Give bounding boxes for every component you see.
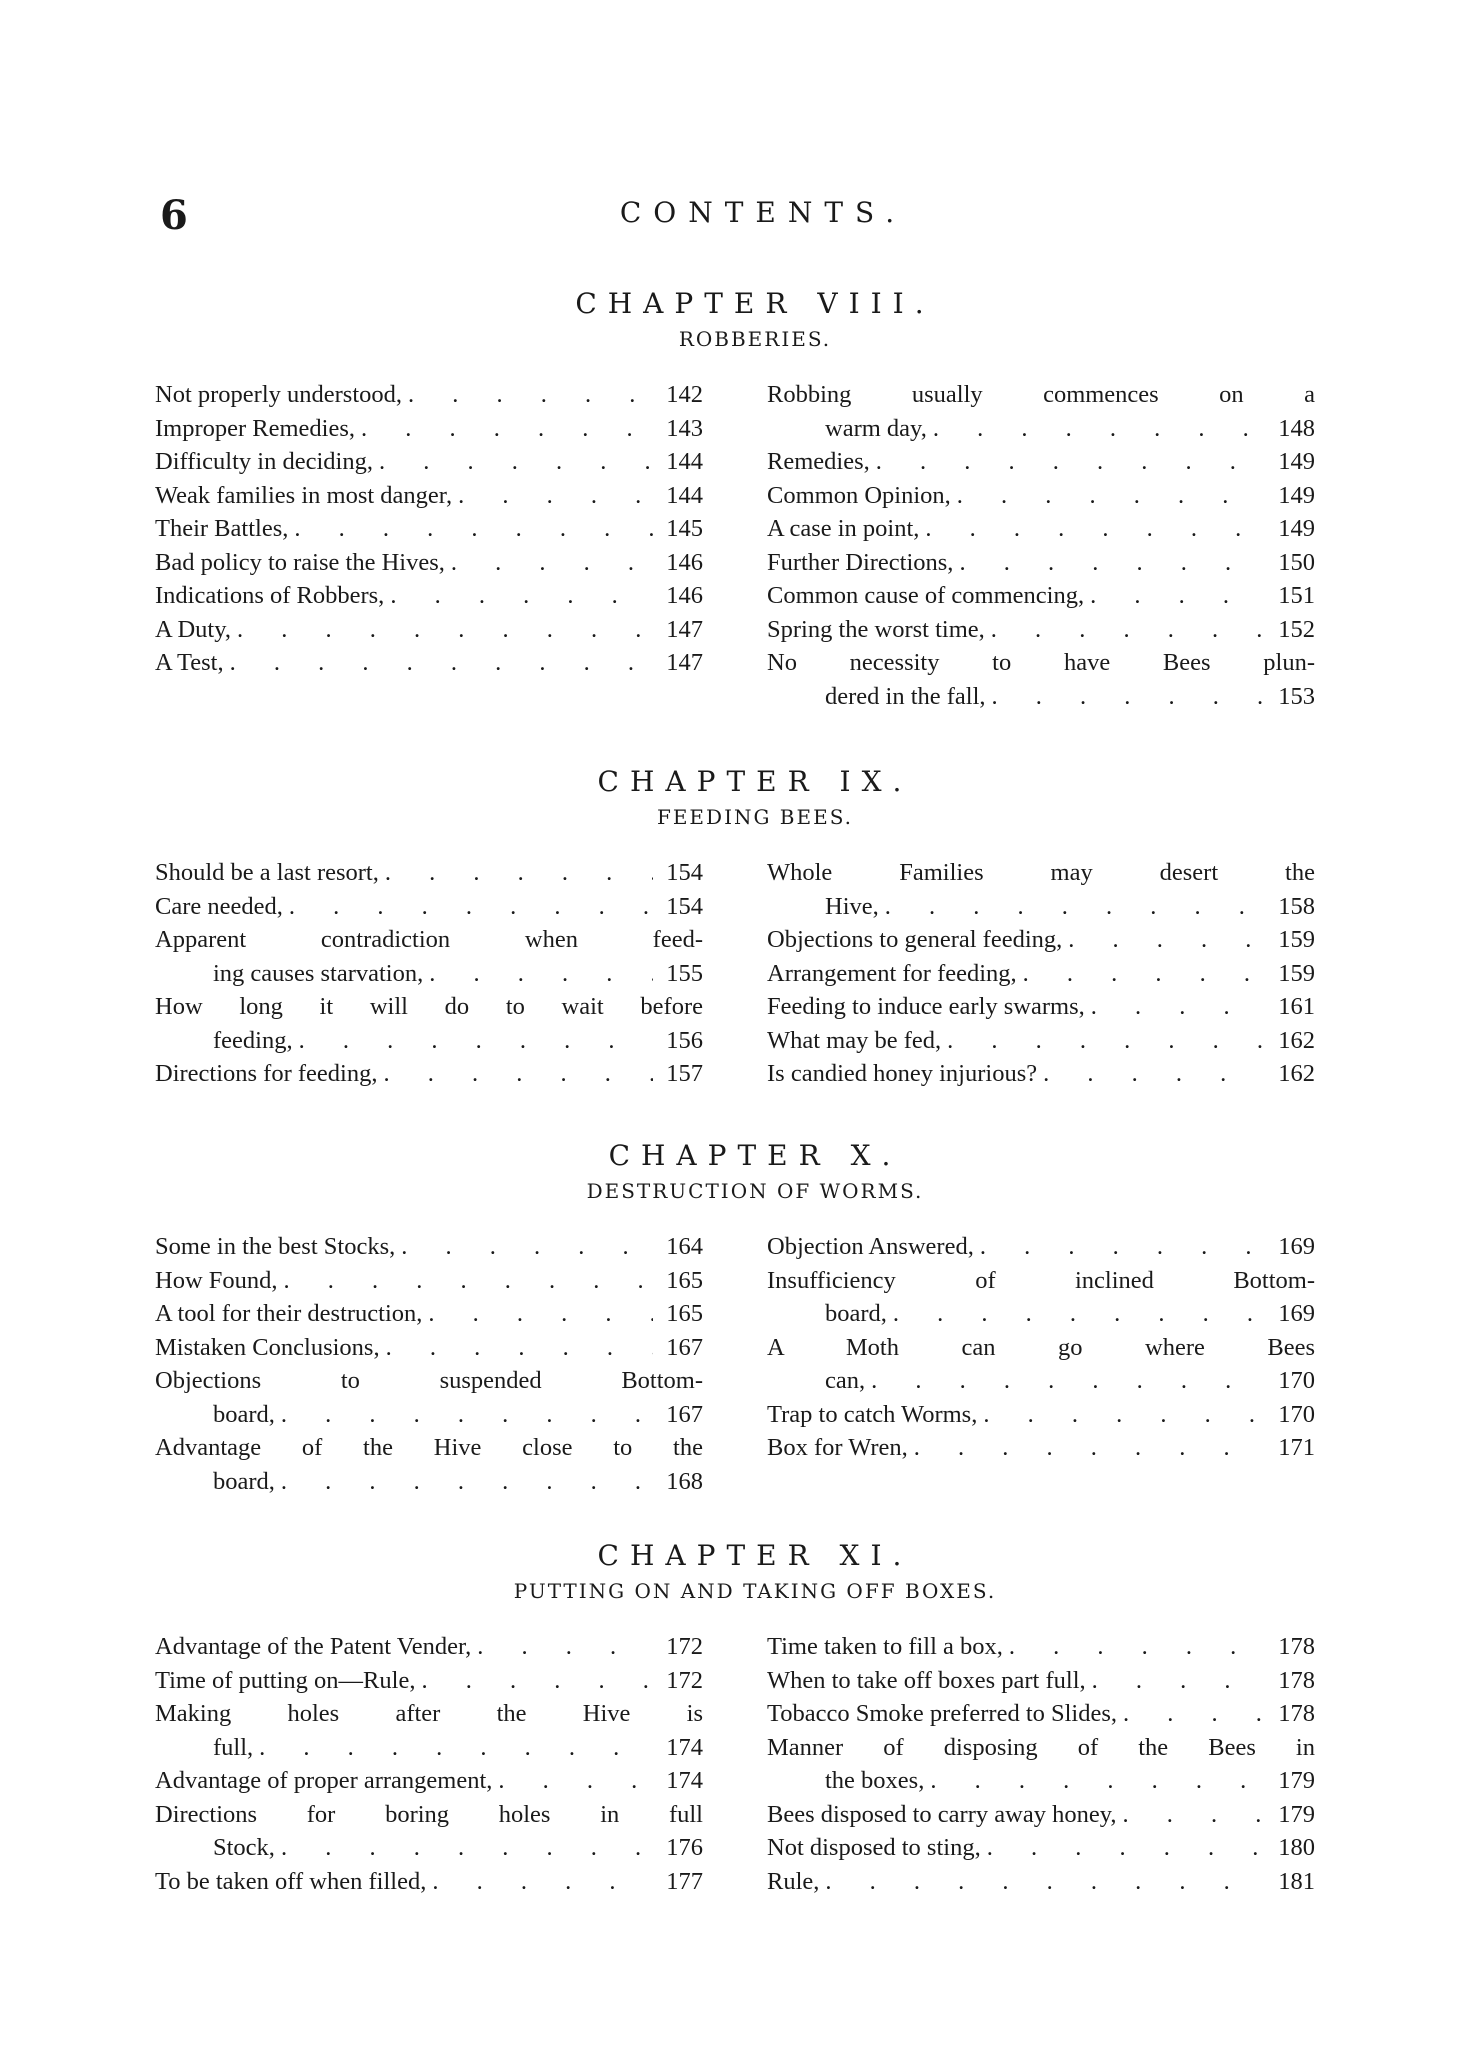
toc-entry bbox=[767, 479, 1315, 513]
toc-entry bbox=[767, 1057, 1315, 1091]
toc-page-number: 179 bbox=[1278, 1767, 1315, 1794]
toc-page-number: 146 bbox=[666, 548, 703, 576]
toc-columns bbox=[155, 1230, 1315, 1498]
toc-entry-text: Advantage of proper arrangement, bbox=[155, 1767, 493, 1794]
toc-entry bbox=[767, 1865, 1315, 1899]
toc-entry bbox=[155, 579, 703, 613]
toc-entry-line1: Making holes after the Hive is bbox=[155, 1700, 703, 1727]
toc-entry-text: Indications of Robbers, bbox=[155, 582, 385, 609]
toc-entry bbox=[767, 923, 1315, 957]
toc-entry bbox=[155, 1264, 703, 1298]
chapter-section bbox=[155, 1536, 1315, 1898]
toc-column-right bbox=[767, 856, 1315, 1091]
toc-entry-text: Arrangement for feeding, bbox=[767, 959, 1017, 987]
toc-column-left bbox=[155, 378, 703, 713]
leader-dots bbox=[876, 445, 1265, 479]
toc-entry bbox=[155, 1697, 703, 1764]
leader-dots bbox=[885, 890, 1265, 924]
toc-entry-text: Objections to general feeding, bbox=[767, 926, 1063, 953]
toc-entry-text: Not disposed to sting, bbox=[767, 1834, 981, 1861]
toc-entry-text: Difficulty in deciding, bbox=[155, 448, 373, 475]
toc-entry-text: Time taken to fill a box, bbox=[767, 1633, 1003, 1660]
toc-entry-text: Objection Answered, bbox=[767, 1233, 974, 1260]
toc-page-number: 165 bbox=[666, 1266, 703, 1294]
toc-entry bbox=[155, 1331, 703, 1365]
toc-page-number: 167 bbox=[666, 1333, 703, 1361]
toc-columns bbox=[155, 378, 1315, 713]
toc-entry bbox=[767, 1431, 1315, 1465]
toc-page-number: 170 bbox=[1278, 1367, 1315, 1394]
toc-entry-text: Trap to catch Worms, bbox=[767, 1400, 978, 1428]
toc-entry bbox=[155, 1057, 703, 1091]
toc-entry-text: A Test, bbox=[155, 649, 224, 676]
toc-entry-line2: warm day, bbox=[825, 414, 927, 442]
leader-dots bbox=[1023, 957, 1265, 991]
chapter-title: CHAPTER IX. bbox=[597, 765, 913, 798]
toc-column-left bbox=[155, 1230, 703, 1498]
leader-dots bbox=[379, 445, 653, 479]
toc-entry-text: Rule, bbox=[767, 1867, 820, 1895]
toc-page-number: 150 bbox=[1278, 548, 1315, 576]
toc-page-number: 178 bbox=[1278, 1666, 1315, 1694]
toc-entry-text: Further Directions, bbox=[767, 548, 954, 576]
toc-entry bbox=[155, 890, 703, 924]
toc-entry-text: Should be a last resort, bbox=[155, 859, 379, 886]
toc-page-number: 154 bbox=[666, 892, 703, 920]
chapter-subtitle: FEEDING BEES. bbox=[656, 805, 854, 829]
leader-dots bbox=[1092, 1664, 1265, 1698]
toc-page-number: 153 bbox=[1278, 682, 1315, 710]
toc-entry-text: How Found, bbox=[155, 1266, 278, 1294]
toc-column-left bbox=[155, 1630, 703, 1898]
leader-dots bbox=[957, 479, 1265, 513]
toc-entry-line1: How long it will do to wait before bbox=[155, 993, 703, 1020]
toc-page-number: 180 bbox=[1278, 1834, 1315, 1861]
toc-entry bbox=[767, 1630, 1315, 1664]
toc-entry-line1: Apparent contradiction when feed- bbox=[155, 926, 703, 953]
toc-columns bbox=[155, 1630, 1315, 1898]
toc-entry bbox=[155, 1297, 703, 1331]
leader-dots bbox=[987, 1831, 1265, 1865]
toc-entry-line2: Hive, bbox=[825, 892, 879, 920]
toc-page-number: 172 bbox=[666, 1666, 703, 1694]
leader-dots bbox=[871, 1364, 1265, 1398]
leader-dots bbox=[401, 1230, 653, 1264]
toc-entry bbox=[155, 646, 703, 680]
leader-dots bbox=[259, 1731, 653, 1765]
leader-dots bbox=[1043, 1057, 1265, 1091]
leader-dots bbox=[432, 1865, 653, 1899]
toc-entry bbox=[155, 923, 703, 990]
toc-page-number: 169 bbox=[1278, 1300, 1315, 1327]
toc-entry-text: Not properly understood, bbox=[155, 381, 402, 408]
leader-dots bbox=[825, 1865, 1265, 1899]
toc-entry-text: Some in the best Stocks, bbox=[155, 1233, 396, 1260]
toc-page-number: 149 bbox=[1278, 515, 1315, 542]
toc-page-number: 161 bbox=[1278, 993, 1315, 1020]
leader-dots bbox=[992, 680, 1265, 714]
toc-entry-text: When to take off boxes part full, bbox=[767, 1666, 1086, 1694]
chapter-title: CHAPTER VIII. bbox=[575, 287, 935, 320]
leader-dots bbox=[385, 856, 653, 890]
toc-page-number: 171 bbox=[1278, 1434, 1315, 1461]
leader-dots bbox=[237, 613, 653, 647]
toc-entry bbox=[155, 546, 703, 580]
toc-entry bbox=[767, 1831, 1315, 1865]
toc-entry bbox=[767, 957, 1315, 991]
chapter-title: CHAPTER XI. bbox=[597, 1539, 913, 1572]
toc-page-number: 159 bbox=[1278, 926, 1315, 953]
toc-page-number: 159 bbox=[1278, 959, 1315, 987]
toc-page-number: 167 bbox=[666, 1400, 703, 1428]
toc-entry bbox=[767, 1331, 1315, 1398]
toc-entry bbox=[155, 613, 703, 647]
toc-page-number: 148 bbox=[1278, 414, 1315, 442]
chapter-title: CHAPTER X. bbox=[608, 1139, 902, 1172]
toc-entry bbox=[155, 445, 703, 479]
toc-page-number: 157 bbox=[666, 1060, 703, 1087]
toc-entry-text: Bees disposed to carry away honey, bbox=[767, 1800, 1117, 1828]
toc-page-number: 177 bbox=[666, 1867, 703, 1895]
toc-entry-text: Time of putting on—Rule, bbox=[155, 1666, 416, 1694]
toc-page-number: 145 bbox=[666, 515, 703, 542]
leader-dots bbox=[1091, 990, 1265, 1024]
leader-dots bbox=[284, 1264, 653, 1298]
leader-dots bbox=[281, 1465, 653, 1499]
toc-page-number: 174 bbox=[666, 1733, 703, 1761]
toc-page-number: 181 bbox=[1278, 1867, 1315, 1895]
toc-entry bbox=[767, 1264, 1315, 1331]
leader-dots bbox=[477, 1630, 653, 1664]
toc-entry bbox=[767, 1697, 1315, 1731]
chapter-section bbox=[155, 1136, 1315, 1498]
toc-page-number: 154 bbox=[666, 859, 703, 886]
toc-page-number: 142 bbox=[666, 381, 703, 408]
toc-entry bbox=[767, 856, 1315, 923]
toc-entry bbox=[767, 1731, 1315, 1798]
toc-entry bbox=[155, 412, 703, 446]
toc-entry-line2: board, bbox=[213, 1467, 275, 1495]
toc-page-number: 143 bbox=[666, 414, 703, 442]
toc-page-number: 144 bbox=[666, 481, 703, 509]
leader-dots bbox=[390, 579, 653, 613]
toc-entry-text: Tobacco Smoke preferred to Slides, bbox=[767, 1700, 1118, 1727]
toc-entry-text: Advantage of the Patent Vender, bbox=[155, 1633, 472, 1660]
leader-dots bbox=[294, 512, 653, 546]
toc-page-number: 149 bbox=[1278, 448, 1315, 475]
toc-entry-line1: Robbing usually commences on a bbox=[767, 381, 1315, 408]
toc-entry bbox=[155, 990, 703, 1057]
toc-entry bbox=[767, 613, 1315, 647]
toc-entry-line2: the boxes, bbox=[825, 1767, 925, 1794]
toc-entry-text: A case in point, bbox=[767, 515, 920, 542]
toc-entry-text: Directions for feeding, bbox=[155, 1060, 378, 1087]
toc-page-number: 162 bbox=[1278, 1026, 1315, 1054]
toc-page-number: 149 bbox=[1278, 481, 1315, 509]
toc-entry bbox=[767, 646, 1315, 713]
toc-entry bbox=[155, 512, 703, 546]
leader-dots bbox=[429, 957, 653, 991]
toc-page-number: 155 bbox=[666, 959, 703, 987]
leader-dots bbox=[498, 1764, 653, 1798]
toc-entry bbox=[155, 1630, 703, 1664]
leader-dots bbox=[930, 1764, 1265, 1798]
toc-entry bbox=[767, 1230, 1315, 1264]
leader-dots bbox=[893, 1297, 1265, 1331]
toc-entry-text: Weak families in most danger, bbox=[155, 481, 453, 509]
leader-dots bbox=[299, 1024, 653, 1058]
toc-entry-text: Feeding to induce early swarms, bbox=[767, 993, 1085, 1020]
chapter-subtitle: PUTTING ON AND TAKING OFF BOXES. bbox=[513, 1579, 997, 1603]
chapter-section bbox=[155, 762, 1315, 1091]
toc-entry bbox=[155, 1664, 703, 1698]
toc-entry bbox=[155, 1230, 703, 1264]
toc-entry bbox=[767, 579, 1315, 613]
page-number: 6 bbox=[160, 192, 188, 239]
leader-dots bbox=[959, 546, 1265, 580]
toc-entry-line2: can, bbox=[825, 1367, 866, 1394]
toc-entry-text: Remedies, bbox=[767, 448, 870, 475]
toc-entry bbox=[767, 1798, 1315, 1832]
toc-page-number: 178 bbox=[1278, 1633, 1315, 1660]
toc-column-left bbox=[155, 856, 703, 1091]
toc-entry-text: Mistaken Conclusions, bbox=[155, 1333, 380, 1361]
leader-dots bbox=[983, 1398, 1265, 1432]
toc-page-number: 162 bbox=[1278, 1060, 1315, 1087]
toc-entry-text: What may be fed, bbox=[767, 1026, 942, 1054]
toc-column-right bbox=[767, 1630, 1315, 1898]
leader-dots bbox=[1068, 923, 1265, 957]
chapter-subtitle: ROBBERIES. bbox=[678, 327, 832, 351]
toc-entry-line1: Whole Families may desert the bbox=[767, 859, 1315, 886]
toc-entry bbox=[155, 856, 703, 890]
leader-dots bbox=[281, 1398, 653, 1432]
leader-dots bbox=[458, 479, 653, 513]
chapter-subtitle: DESTRUCTION OF WORMS. bbox=[586, 1179, 924, 1203]
toc-entry bbox=[767, 1024, 1315, 1058]
toc-entry-line2: board, bbox=[825, 1300, 887, 1327]
toc-page-number: 170 bbox=[1278, 1400, 1315, 1428]
toc-entry-text: A Duty, bbox=[155, 615, 232, 643]
toc-entry bbox=[155, 378, 703, 412]
toc-page-number: 147 bbox=[666, 649, 703, 676]
toc-entry bbox=[767, 546, 1315, 580]
leader-dots bbox=[421, 1664, 653, 1698]
toc-entry bbox=[155, 1431, 703, 1498]
leader-dots bbox=[289, 890, 653, 924]
toc-entry-line1: Advantage of the Hive close to the bbox=[155, 1434, 703, 1461]
toc-page-number: 156 bbox=[666, 1026, 703, 1054]
toc-page-number: 176 bbox=[666, 1834, 703, 1861]
toc-entry-text: A tool for their destruction, bbox=[155, 1300, 423, 1327]
toc-entry-line1: Objections to suspended Bottom- bbox=[155, 1367, 703, 1394]
toc-entry-text: Common Opinion, bbox=[767, 481, 951, 509]
toc-page-number: 178 bbox=[1278, 1700, 1315, 1727]
toc-column-right bbox=[767, 378, 1315, 713]
leader-dots bbox=[1123, 1697, 1265, 1731]
toc-columns bbox=[155, 856, 1315, 1091]
running-title: CONTENTS. bbox=[619, 196, 907, 229]
leader-dots bbox=[991, 613, 1265, 647]
toc-entry-line2: feeding, bbox=[213, 1026, 293, 1054]
toc-page-number: 152 bbox=[1278, 615, 1315, 643]
toc-entry-text: Bad policy to raise the Hives, bbox=[155, 548, 445, 576]
toc-entry bbox=[155, 1798, 703, 1865]
toc-entry bbox=[767, 378, 1315, 445]
toc-entry-text: Spring the worst time, bbox=[767, 615, 985, 643]
leader-dots bbox=[925, 512, 1265, 546]
leader-dots bbox=[933, 412, 1265, 446]
toc-entry bbox=[767, 990, 1315, 1024]
toc-entry-line1: A Moth can go where Bees bbox=[767, 1333, 1315, 1361]
leader-dots bbox=[386, 1331, 653, 1365]
toc-entry-text: Improper Remedies, bbox=[155, 414, 356, 442]
toc-entry-line2: full, bbox=[213, 1733, 254, 1761]
leader-dots bbox=[230, 646, 653, 680]
leader-dots bbox=[914, 1431, 1265, 1465]
toc-page-number: 147 bbox=[666, 615, 703, 643]
toc-page-number: 158 bbox=[1278, 892, 1315, 920]
toc-page-number: 174 bbox=[666, 1767, 703, 1794]
leader-dots bbox=[408, 378, 653, 412]
toc-page-number: 169 bbox=[1278, 1233, 1315, 1260]
toc-entry-text: Their Battles, bbox=[155, 515, 289, 542]
toc-page-number: 172 bbox=[666, 1633, 703, 1660]
toc-entry-line2: board, bbox=[213, 1400, 275, 1428]
toc-page-number: 165 bbox=[666, 1300, 703, 1327]
leader-dots bbox=[451, 546, 653, 580]
leader-dots bbox=[281, 1831, 653, 1865]
toc-page-number: 146 bbox=[666, 582, 703, 609]
toc-page-number: 179 bbox=[1278, 1800, 1315, 1828]
toc-entry-line2: ing causes starvation, bbox=[213, 959, 424, 987]
leader-dots bbox=[383, 1057, 653, 1091]
leader-dots bbox=[980, 1230, 1265, 1264]
toc-page-number: 168 bbox=[666, 1467, 703, 1495]
toc-entry-text: Care needed, bbox=[155, 892, 283, 920]
toc-entry bbox=[767, 512, 1315, 546]
leader-dots bbox=[428, 1297, 653, 1331]
toc-entry bbox=[767, 1664, 1315, 1698]
toc-entry bbox=[155, 1865, 703, 1899]
toc-page-number: 151 bbox=[1278, 582, 1315, 609]
toc-entry bbox=[155, 1364, 703, 1431]
toc-entry-text: Box for Wren, bbox=[767, 1434, 908, 1461]
toc-entry bbox=[155, 479, 703, 513]
toc-entry-line1: No necessity to have Bees plun- bbox=[767, 649, 1315, 676]
toc-entry-text: Common cause of commencing, bbox=[767, 582, 1085, 609]
leader-dots bbox=[1009, 1630, 1265, 1664]
toc-entry-line1: Directions for boring holes in full bbox=[155, 1800, 703, 1828]
toc-entry-line1: Manner of disposing of the Bees in bbox=[767, 1733, 1315, 1761]
toc-column-right bbox=[767, 1230, 1315, 1498]
leader-dots bbox=[1090, 579, 1265, 613]
leader-dots bbox=[361, 412, 653, 446]
toc-page-number: 164 bbox=[666, 1233, 703, 1260]
toc-entry bbox=[767, 445, 1315, 479]
chapter-section bbox=[155, 284, 1315, 713]
toc-entry bbox=[155, 1764, 703, 1798]
toc-entry-text: To be taken off when filled, bbox=[155, 1867, 427, 1895]
toc-entry-line2: dered in the fall, bbox=[825, 682, 986, 710]
toc-page-number: 144 bbox=[666, 448, 703, 475]
toc-entry-line2: Stock, bbox=[213, 1834, 275, 1861]
toc-entry-text: Is candied honey injurious? bbox=[767, 1060, 1038, 1087]
toc-entry-line1: Insufficiency of inclined Bottom- bbox=[767, 1266, 1315, 1294]
toc-entry bbox=[767, 1398, 1315, 1432]
leader-dots bbox=[1122, 1798, 1265, 1832]
leader-dots bbox=[947, 1024, 1265, 1058]
